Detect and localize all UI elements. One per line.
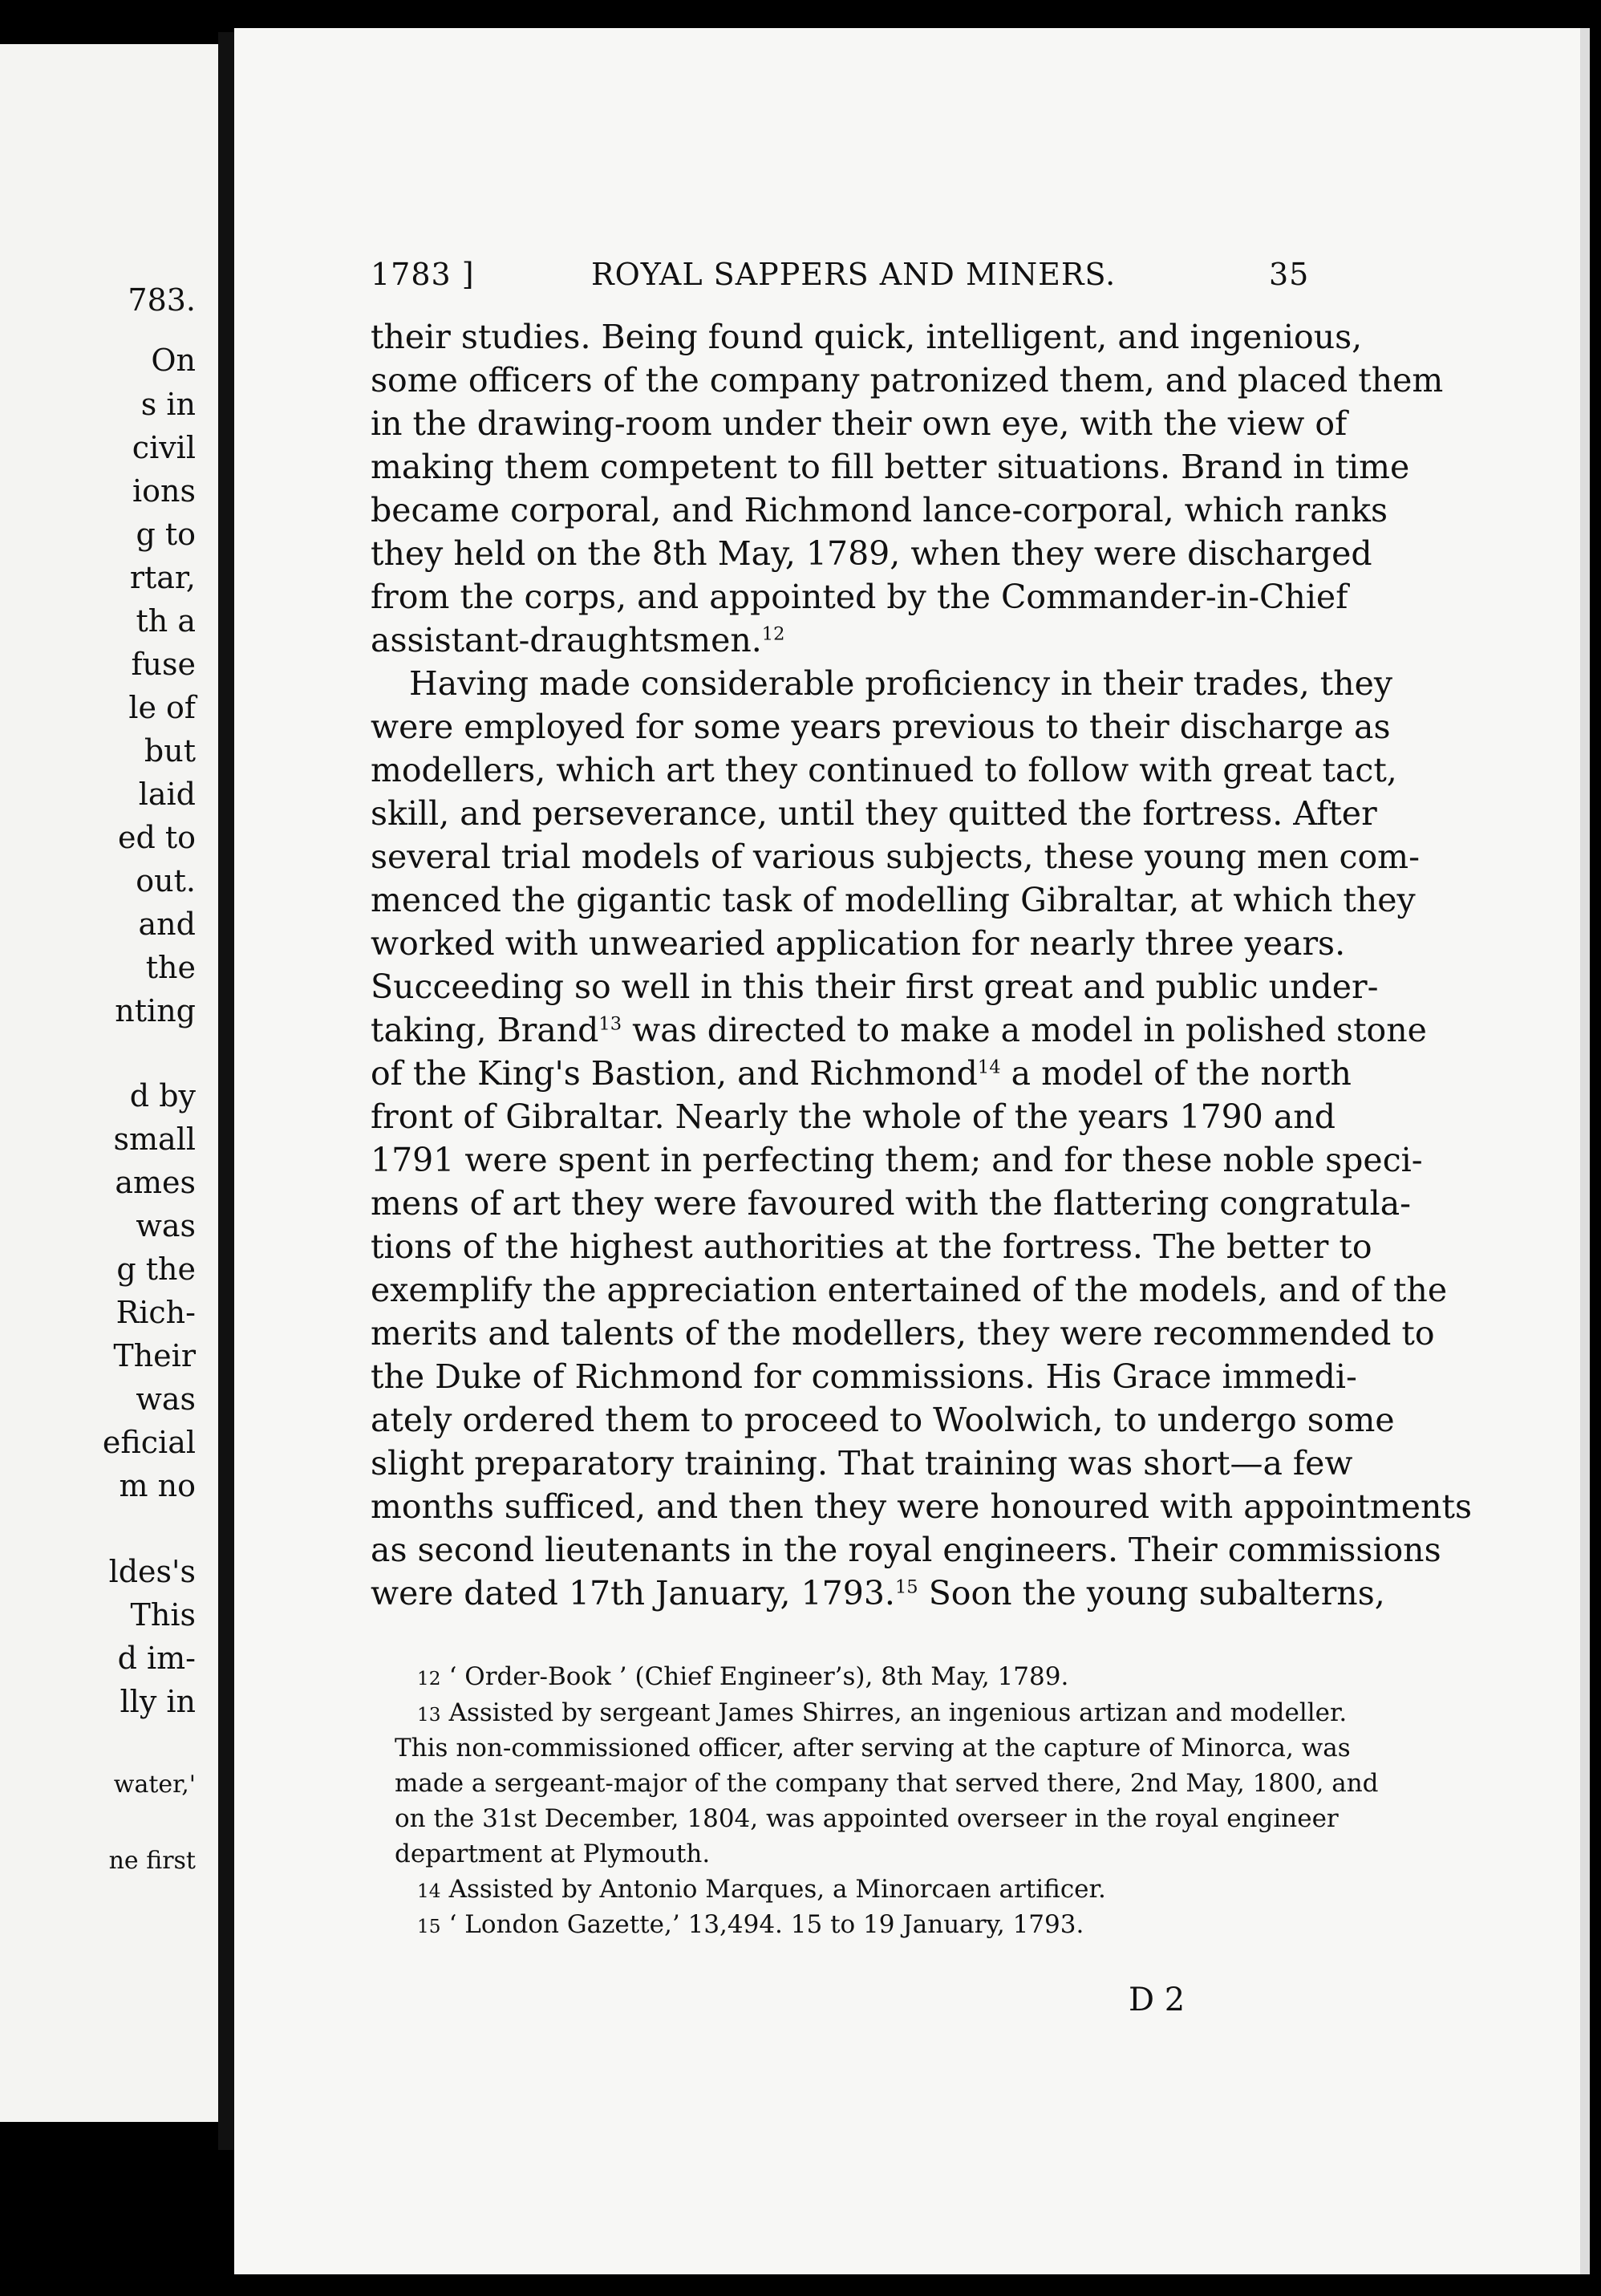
- body-line: mens of art they were favoured with the flattering congratula-: [371, 1184, 1412, 1223]
- body-line: Succeeding so well in this their first great and public under-: [371, 967, 1379, 1006]
- body-line: from the corps, and appointed by the Commander-in-Chief: [371, 578, 1348, 616]
- left-line: small: [113, 1122, 196, 1157]
- footnote-14: 14 Assisted by Antonio Marques, a Minorcaen artificer.: [417, 1875, 1106, 1904]
- left-line: lly in: [120, 1684, 196, 1719]
- left-line: ne first: [108, 1847, 196, 1875]
- body-line: slight preparatory training. That training was short—a few: [371, 1444, 1353, 1483]
- left-line: ed to: [117, 820, 196, 855]
- left-line: eficial: [102, 1425, 196, 1460]
- body-line: modellers, which art they continued to follow with great tact,: [371, 751, 1397, 789]
- body-line: tions of the highest authorities at the fortress. The better to: [371, 1227, 1372, 1266]
- left-line: rtar,: [129, 560, 196, 595]
- left-line: but: [144, 733, 196, 769]
- left-line: nting: [115, 993, 196, 1028]
- footnote-12: 12 ‘ Order-Book ’ (Chief Engineer’s), 8th May, 1789.: [417, 1662, 1069, 1691]
- left-line: was: [136, 1208, 196, 1243]
- left-line: d by: [129, 1078, 196, 1114]
- left-line: water,': [113, 1771, 196, 1799]
- footnote-15: 15 ‘ London Gazette,’ 13,494. 15 to 19 January, 1793.: [417, 1910, 1084, 1939]
- body-line: exemplify the appreciation entertained of the models, and of the: [371, 1271, 1448, 1309]
- footnote-13-cont: made a sergeant-major of the company that served there, 2nd May, 1800, and: [395, 1769, 1379, 1798]
- left-line: was: [136, 1381, 196, 1417]
- left-line: s in: [140, 387, 196, 422]
- body-line: 1791 were spent in perfecting them; and for these noble speci-: [371, 1141, 1423, 1179]
- body-line: assistant-draughtsmen.$^{12}$: [371, 621, 785, 659]
- right-page: [234, 28, 1590, 2274]
- left-line: On: [151, 343, 196, 378]
- left-line: m no: [119, 1468, 196, 1503]
- body-line: their studies. Being found quick, intelligent, and ingenious,: [371, 318, 1363, 356]
- footnote-13-cont: This non-commissioned officer, after serving at the capture of Minorca, was: [395, 1734, 1351, 1763]
- body-line: became corporal, and Richmond lance-corporal, which ranks: [371, 491, 1388, 529]
- body-line: taking, Brand$^{13}$ was directed to make a model in polished stone: [371, 1011, 1427, 1049]
- body-line: were employed for some years previous to their discharge as: [371, 708, 1391, 746]
- left-line: ldes's: [108, 1554, 196, 1589]
- footnote-ref: 12: [761, 623, 785, 645]
- footnote-ref: 13: [598, 1013, 622, 1035]
- left-line: ames: [115, 1165, 196, 1200]
- page-number: 35: [1269, 257, 1310, 292]
- book-gutter: [218, 32, 234, 2150]
- body-line: were dated 17th January, 1793.15 Soon the young subalterns,: [371, 1574, 1385, 1612]
- body-line: menced the gigantic task of modelling Gibraltar, at which they: [371, 881, 1416, 919]
- footnote-ref: 14: [977, 1057, 1001, 1078]
- signature-mark: D 2: [1129, 1982, 1186, 2018]
- left-line: laid: [138, 777, 196, 812]
- left-line: ions: [132, 473, 196, 509]
- page-edge: [1580, 28, 1590, 2274]
- body-line: of the King's Bastion, and Richmond$^{14}$ a model of the north: [371, 1054, 1352, 1093]
- running-head-year: 1783 ]: [371, 257, 475, 292]
- left-line: th a: [136, 603, 196, 639]
- left-line: Their: [113, 1338, 196, 1373]
- body-line: as second lieutenants in the royal engineers. Their commissions: [371, 1531, 1441, 1569]
- left-line: fuse: [131, 647, 196, 682]
- footnote-13-cont: on the 31st December, 1804, was appointed overseer in the royal engineer: [395, 1804, 1339, 1833]
- body-line: in the drawing-room under their own eye, with the view of: [371, 404, 1348, 443]
- footnote-ref: 15: [894, 1576, 918, 1598]
- left-line: the: [145, 950, 196, 985]
- running-head-title: ROYAL SAPPERS AND MINERS.: [591, 257, 1117, 292]
- left-line: and: [138, 907, 196, 942]
- body-line: ately ordered them to proceed to Woolwich, to undergo some: [371, 1401, 1395, 1439]
- left-line: civil: [132, 430, 196, 465]
- body-line: Having made considerable proficiency in their trades, they: [409, 664, 1393, 703]
- body-line: several trial models of various subjects, these young men com-: [371, 838, 1420, 876]
- left-line: g the: [116, 1251, 196, 1287]
- body-line: the Duke of Richmond for commissions. His Grace immedi-: [371, 1357, 1357, 1396]
- left-page-fragment: [0, 44, 218, 2122]
- body-line: skill, and perseverance, until they quitted the fortress. After: [371, 794, 1377, 833]
- footnote-13: 13 Assisted by sergeant James Shirres, an ingenious artizan and modeller.: [417, 1698, 1348, 1727]
- left-line: g to: [136, 517, 196, 552]
- body-line: they held on the 8th May, 1789, when they were discharged: [371, 534, 1372, 573]
- body-line: worked with unwearied application for nearly three years.: [371, 924, 1346, 963]
- body-line: making them competent to fill better situations. Brand in time: [371, 448, 1410, 486]
- left-line: Rich-: [116, 1295, 196, 1330]
- body-line: some officers of the company patronized them, and placed them: [371, 361, 1444, 400]
- left-line: 783.: [128, 282, 196, 318]
- left-line: out.: [136, 863, 196, 899]
- left-line: This: [130, 1597, 196, 1633]
- body-line: months sufficed, and then they were honoured with appointments: [371, 1487, 1472, 1526]
- footnote-13-cont: department at Plymouth.: [395, 1840, 711, 1868]
- left-line: d im-: [117, 1641, 196, 1676]
- body-line: front of Gibraltar. Nearly the whole of the years 1790 and: [371, 1097, 1336, 1136]
- left-line: le of: [128, 690, 196, 725]
- body-line: merits and talents of the modellers, they were recommended to: [371, 1314, 1435, 1353]
